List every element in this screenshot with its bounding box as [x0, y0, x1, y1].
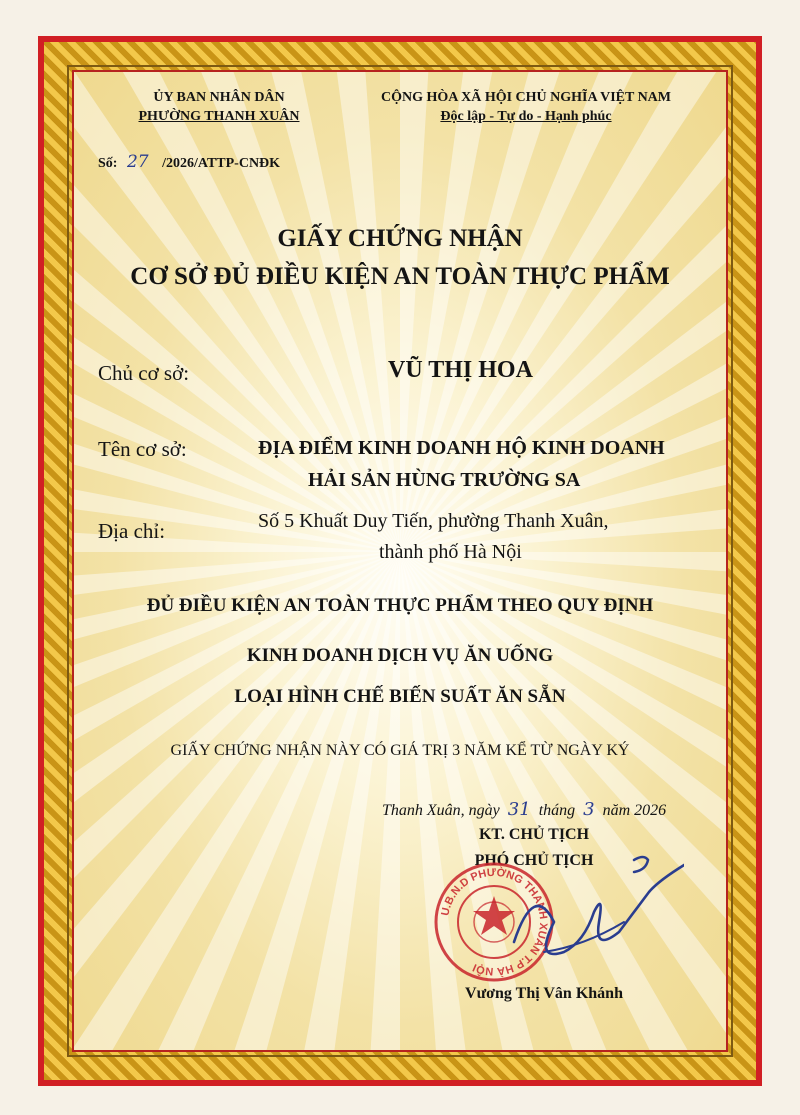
facility-value-line2: HẢI SẢN HÙNG TRƯỜNG SA — [308, 469, 581, 491]
svg-text:U.B.N.D PHƯỜNG THANH XUÂN T.P: U.B.N.D PHƯỜNG THANH XUÂN T.P HÀ NỘI — [439, 866, 550, 978]
validity-note: GIẤY CHỨNG NHẬN NÀY CÓ GIÁ TRỊ 3 NĂM KỂ TỪ NGÀY KÝ — [170, 742, 630, 759]
issuer-line2: PHƯỜNG THANH XUÂN — [138, 109, 300, 124]
certificate-title-line1: GIẤY CHỨNG NHẬN — [277, 225, 523, 252]
year-text: năm 2026 — [602, 802, 667, 819]
statement-line2: KINH DOANH DỊCH VỤ ĂN UỐNG — [246, 645, 554, 666]
number-prefix: Số: — [98, 156, 118, 171]
number-suffix: /2026/ATTP-CNĐK — [162, 156, 281, 171]
owner-value: VŨ THỊ HOA — [388, 357, 533, 383]
number-handwritten: 27 — [126, 152, 149, 172]
address-label: Địa chỉ: — [98, 519, 166, 543]
inner-border-line — [72, 70, 728, 1052]
month-handwritten: 3 — [583, 799, 595, 820]
day-handwritten: 31 — [507, 799, 531, 820]
signer-title1: KT. CHỦ TỊCH — [478, 826, 590, 843]
signer-title2: PHÓ CHỦ TỊCH — [474, 852, 594, 869]
facility-label: Tên cơ sở: — [98, 437, 187, 461]
statement-line3: LOẠI HÌNH CHẾ BIẾN SUẤT ĂN SẴN — [234, 686, 566, 707]
owner-label: Chủ cơ sở: — [98, 361, 190, 385]
place-date-prefix: Thanh Xuân, ngày — [382, 802, 500, 819]
statement-line1: ĐỦ ĐIỀU KIỆN AN TOÀN THỰC PHẨM THEO QUY ĐỊNH — [146, 595, 654, 616]
signer-name: Vương Thị Vân Khánh — [465, 985, 623, 1002]
address-value-line2: thành phố Hà Nội — [379, 541, 522, 563]
month-text: tháng — [538, 802, 576, 819]
facility-value-line1: ĐỊA ĐIỂM KINH DOANH HỘ KINH DOANH — [258, 437, 665, 459]
national-motto: Độc lập - Tự do - Hạnh phúc — [440, 109, 612, 124]
address-value-line1: Số 5 Khuất Duy Tiến, phường Thanh Xuân, — [258, 510, 609, 532]
certificate-title-line2: CƠ SỞ ĐỦ ĐIỀU KIỆN AN TOÀN THỰC PHẨM — [130, 263, 670, 290]
issuer-line1: ỦY BAN NHÂN DÂN — [153, 90, 285, 105]
national-title: CỘNG HÒA XÃ HỘI CHỦ NGHĨA VIỆT NAM — [380, 90, 671, 105]
